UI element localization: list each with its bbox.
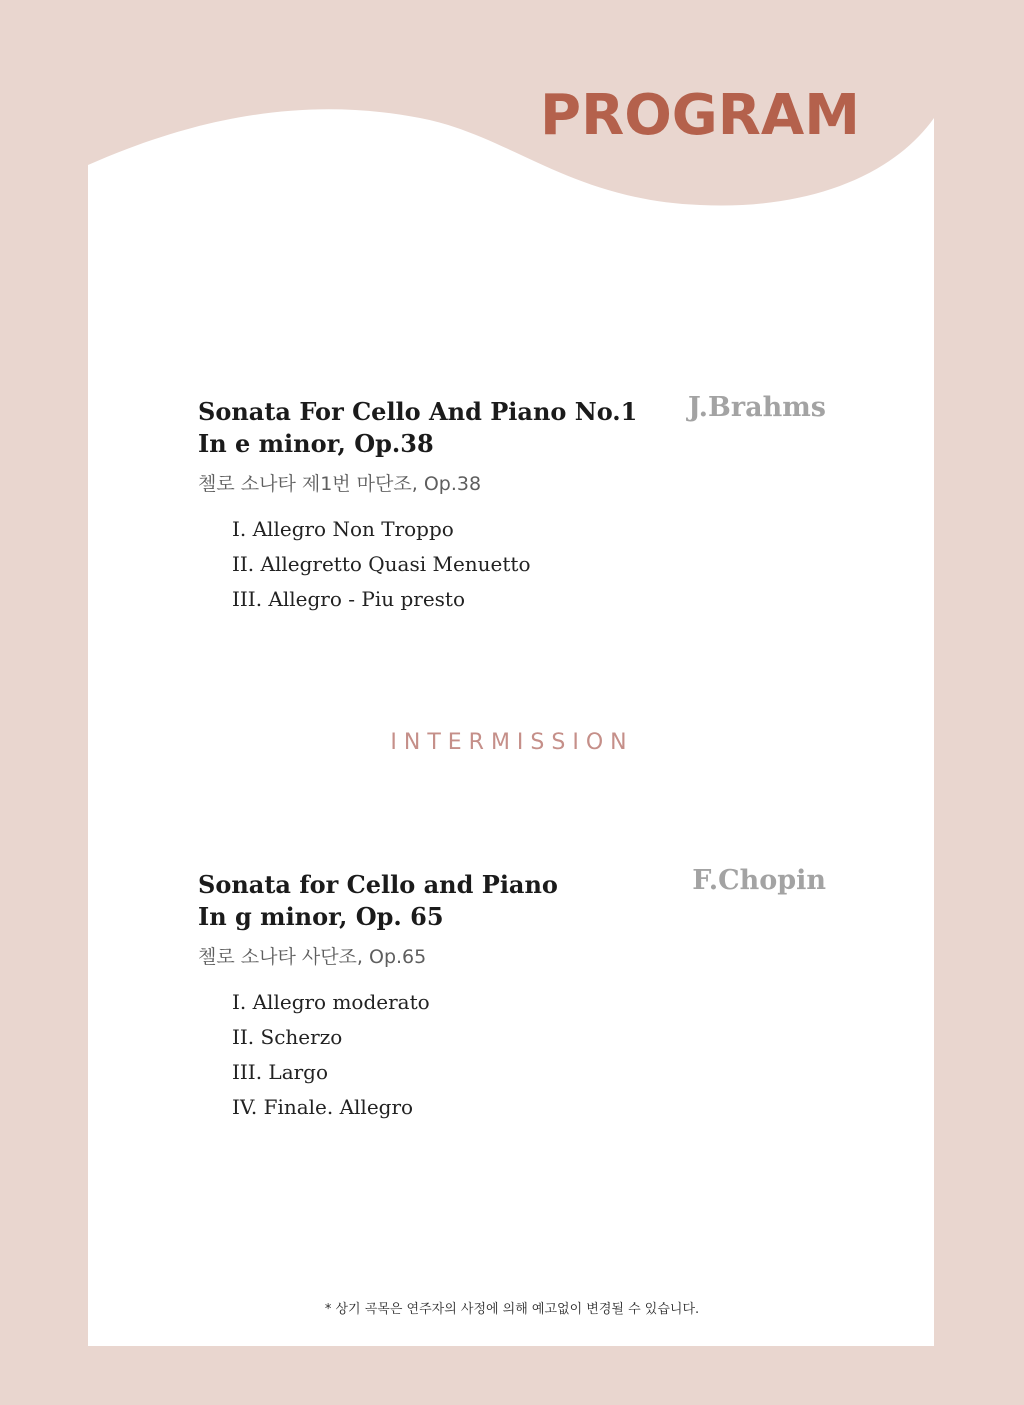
movement-item: III. Largo bbox=[232, 1060, 329, 1084]
piece-title-line2: In e minor, Op.38 bbox=[198, 429, 434, 458]
composer-name: F.Chopin bbox=[692, 865, 826, 896]
korean-title: 첼로 소나타 제1번 마단조, Op.38 bbox=[198, 473, 482, 495]
piece-title-line2: In g minor, Op. 65 bbox=[198, 902, 444, 931]
movement-item: III. Allegro - Piu presto bbox=[232, 587, 465, 611]
movement-item: IV. Finale. Allegro bbox=[232, 1095, 414, 1119]
piece-title-line1: Sonata for Cello and Piano bbox=[198, 870, 558, 899]
intermission-label: INTERMISSION bbox=[390, 730, 634, 755]
movement-item: I. Allegro moderato bbox=[232, 990, 430, 1014]
composer-name: J.Brahms bbox=[687, 392, 826, 423]
footnote: * 상기 곡목은 연주자의 사정에 의해 예고없이 변경될 수 있습니다. bbox=[324, 1302, 700, 1317]
korean-title: 첼로 소나타 사단조, Op.65 bbox=[198, 946, 427, 968]
piece-brahms bbox=[198, 392, 838, 617]
page-title: PROGRAM bbox=[540, 83, 860, 148]
piece-title-line1: Sonata For Cello And Piano No.1 bbox=[198, 397, 638, 426]
movement-item: II. Scherzo bbox=[232, 1025, 343, 1049]
movement-list bbox=[232, 985, 838, 1125]
movement-item: II. Allegretto Quasi Menuetto bbox=[232, 552, 531, 576]
movement-list bbox=[232, 512, 838, 617]
movement-item: I. Allegro Non Troppo bbox=[232, 517, 454, 541]
piece-chopin bbox=[198, 865, 838, 1125]
